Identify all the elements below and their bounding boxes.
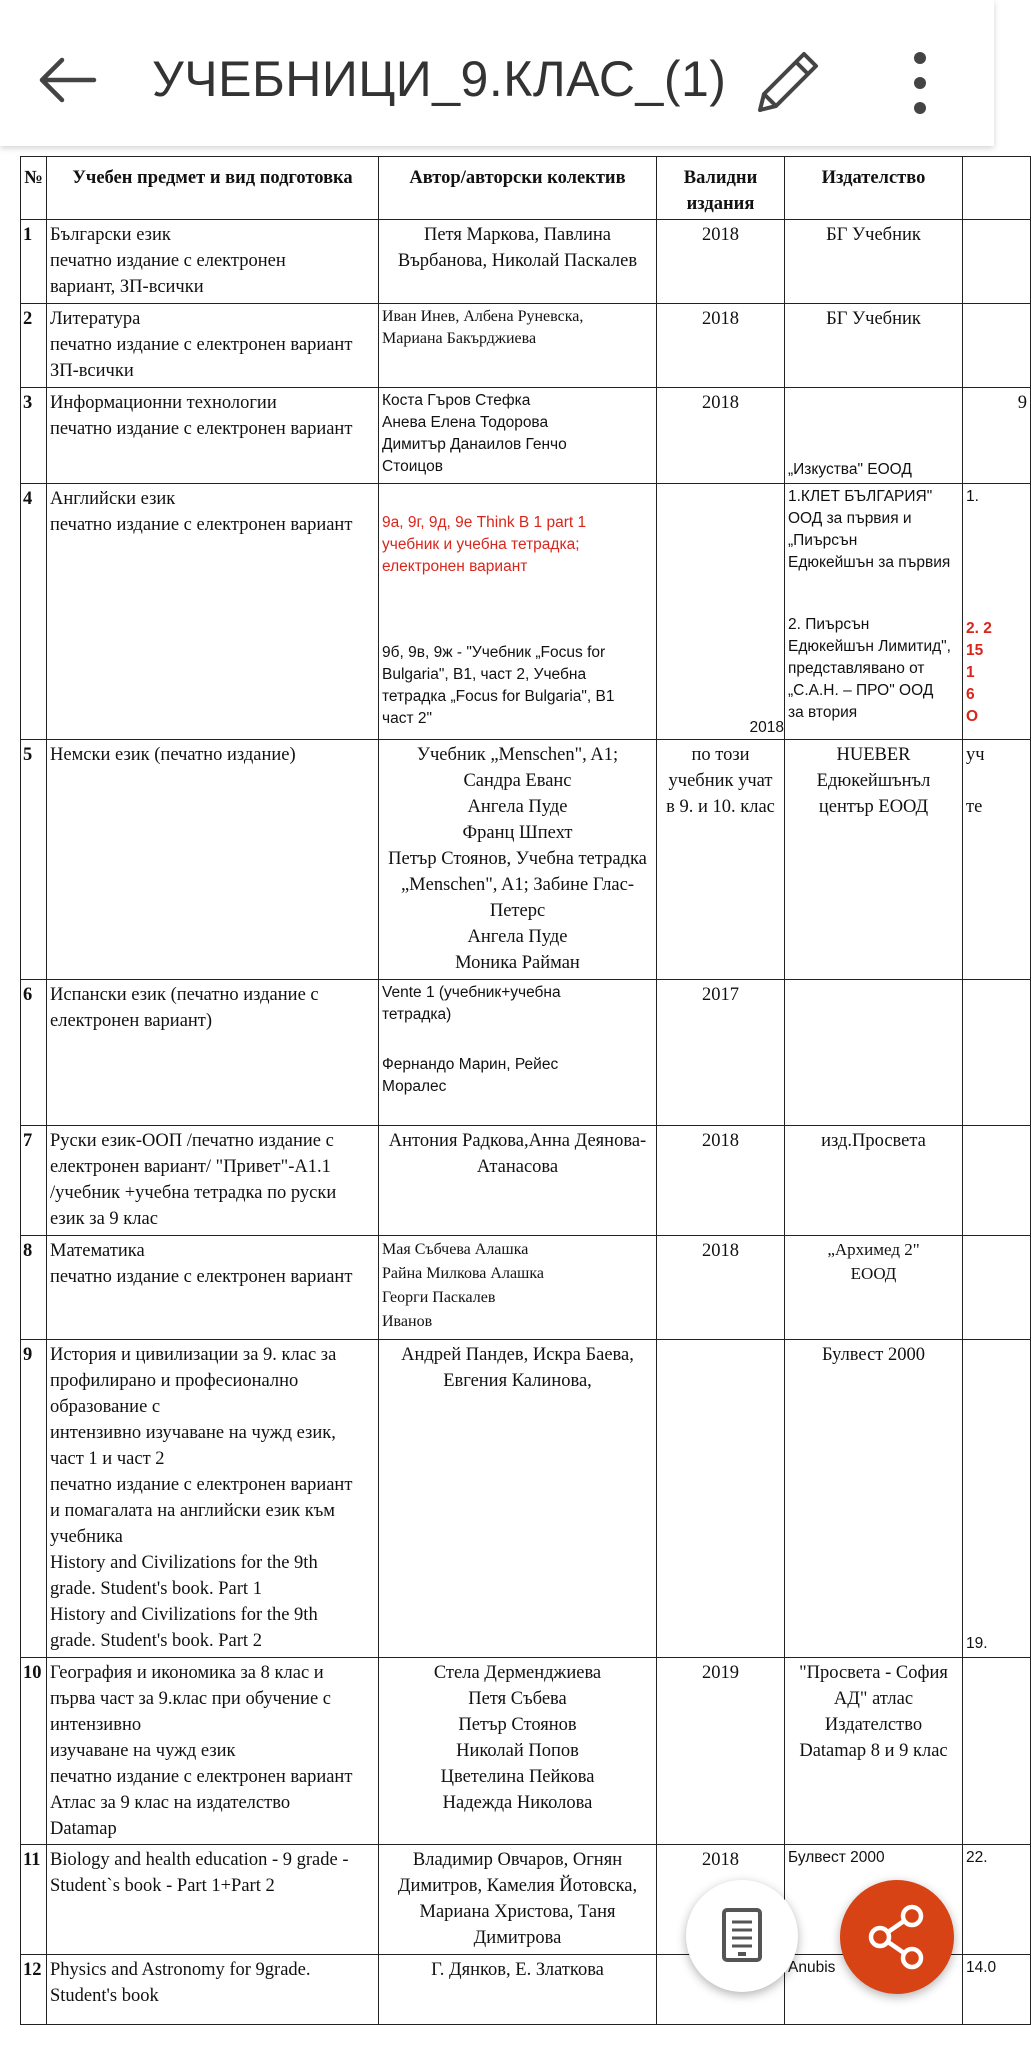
year-cell: 2018 [657,220,785,304]
header-number: № [21,157,47,220]
year-cell: 2018 [657,1845,785,1955]
authors-cell: Андрей Пандев, Искра Баева, Евгения Калинова, [379,1340,657,1658]
arrow-left-icon[interactable] [36,48,100,112]
row-number: 6 [21,980,47,1126]
pencil-icon[interactable] [752,46,824,118]
publisher-cell: 1.КЛЕТ БЪЛГАРИЯ" ООД за първия и „Пиърсън Едюкейшън за първия 2. Пиърсън Едюкейшън Лимитид", представлявано от „С.А.Н. – ПРО" ООД за втория [785,484,963,740]
subject-cell: География и икономика за 8 клас и първа част за 9.клас при обучение с интензивно изучаване на чужд език печатно издание с електронен вариант Атлас за 9 клас на издателство Datamap [47,1658,379,1845]
row-number: 11 [21,1845,47,1955]
authors-cell: Антония Радкова,Анна Деянова- Атанасова [379,1126,657,1236]
table-row [21,1236,1031,1340]
share-button[interactable] [840,1880,954,1994]
table-row [21,1340,1031,1658]
row-number: 7 [21,1126,47,1236]
subject-cell: Испански език (печатно издание с електронен вариант) [47,980,379,1126]
header-authors: Автор/авторски колектив [379,157,657,220]
authors-cell: Коста Гъров Стефка Анева Елена Тодорова Димитър Данаилов Генчо Стоицов [379,388,657,484]
row-number: 8 [21,1236,47,1340]
extra-cell: 19. [963,1340,1031,1658]
extra-cell [963,1658,1031,1845]
table-row [21,980,1031,1126]
subject-cell: Български език печатно издание с електронен вариант, ЗП-всички [47,220,379,304]
row-number: 2 [21,304,47,388]
more-vertical-icon[interactable] [900,48,940,118]
subject-cell: Biology and health education - 9 grade - Student`s book - Part 1+Part 2 [47,1845,379,1955]
table-row [21,740,1031,980]
publisher-cell: "Просвета - София АД" атлас Издателство Datamap 8 и 9 клас [785,1658,963,1845]
subject-cell: Литература печатно издание с електронен вариант ЗП-всички [47,304,379,388]
year-cell: 2017 [657,980,785,1126]
publisher-cell: изд.Просвета [785,1126,963,1236]
publisher-cell: БГ Учебник [785,304,963,388]
textbook-table [20,156,1031,2025]
year-cell: 2018 [657,484,785,740]
publisher-cell [785,980,963,1126]
table-row [21,304,1031,388]
table-header-row [21,157,1031,220]
document-page[interactable] [0,146,1027,2048]
row-number: 1 [21,220,47,304]
header-subject: Учебен предмет и вид подготовка [47,157,379,220]
table-row [21,1126,1031,1236]
year-cell: 2019 [657,1658,785,1845]
document-icon [686,1880,798,1992]
extra-cell [963,220,1031,304]
row-number: 3 [21,388,47,484]
share-icon [840,1880,954,1994]
extra-cell [963,304,1031,388]
table-row [21,484,1031,740]
year-cell: 2018 [657,388,785,484]
extra-cell [963,1126,1031,1236]
row-number: 10 [21,1658,47,1845]
extra-cell: 14.0 [963,1955,1031,2025]
extra-cell [963,980,1031,1126]
publisher-cell: „Изкуства" ЕООД [785,388,963,484]
row-number: 4 [21,484,47,740]
publisher-cell: „Архимед 2" ЕООД [785,1236,963,1340]
row-number: 5 [21,740,47,980]
extra-cell [963,1236,1031,1340]
authors-cell: Иван Инев, Албена Руневска, Мариана Бакърджиева [379,304,657,388]
header-valid-editions: Валидни издания [657,157,785,220]
year-cell: 2018 [657,304,785,388]
extra-cell: 9 [963,388,1031,484]
publisher-cell: Anubis [785,1955,963,2025]
row-number: 12 [21,1955,47,2025]
authors-cell: 9а, 9г, 9д, 9е Think B 1 part 1 учебник и учебна тетрадка; електронен вариант 9б, 9в, 9ж - "Учебник „Focus for Bulgaria", B1, част 2, Учебна тетрадка „Focus for Bulgaria", B1 част 2" [379,484,657,740]
row-number: 9 [21,1340,47,1658]
authors-cell: Учебник „Menschen", A1; Сандра Еванс Ангела Пуде Франц Шпехт Петър Стоянов, Учебна тетрадка „Menschen", A1; Забине Глас- Петерс Ангела Пуде Моника Райман [379,740,657,980]
table-row [21,388,1031,484]
authors-cell: Владимир Овчаров, Огнян Димитров, Камелия Йотовска, Мариана Христова, Таня Димитрова [379,1845,657,1955]
year-cell: 2018 [657,1126,785,1236]
subject-cell: Немски език (печатно издание) [47,740,379,980]
authors-cell: Петя Маркова, Павлина Върбанова, Николай Паскалев [379,220,657,304]
authors-cell: Мая Събчева Алашка Райна Милкова Алашка Георги Паскалев Иванов [379,1236,657,1340]
year-cell: 2018 [657,1236,785,1340]
table-row [21,1658,1031,1845]
authors-cell: Г. Дянков, Е. Златкова [379,1955,657,2025]
page-view-button[interactable] [686,1880,798,1992]
app-bar [0,0,994,146]
year-cell [657,1340,785,1658]
year-cell: по този учебник учат в 9. и 10. клас [657,740,785,980]
subject-cell: Математика печатно издание с електронен вариант [47,1236,379,1340]
subject-cell: Английски език печатно издание с електронен вариант [47,484,379,740]
subject-cell: Информационни технологии печатно издание с електронен вариант [47,388,379,484]
document-title: УЧЕБНИЦИ_9.КЛАС_(1) [152,51,727,107]
publisher-cell: Булвест 2000 [785,1340,963,1658]
subject-cell: Руски език-ООП /печатно издание с електронен вариант/ "Привет"-А1.1 /учебник +учебна тетрадка по руски език за 9 клас [47,1126,379,1236]
subject-cell: Physics and Astronomy for 9grade. Student's book [47,1955,379,2025]
publisher-cell: БГ Учебник [785,220,963,304]
publisher-cell: HUEBER Едюкейшънъл център ЕООД [785,740,963,980]
extra-cell: 22. [963,1845,1031,1955]
extra-cell: уч те [963,740,1031,980]
authors-cell: Стела Дерменджиева Петя Събева Петър Стоянов Николай Попов Цветелина Пейкова Надежда Николова [379,1658,657,1845]
subject-cell: История и цивилизации за 9. клас за профилирано и професионално образование с интензивно изучаване на чужд език, част 1 и част 2 печатно издание с електронен вариант и помагалата на английски език към учебника History and Civilizations for the 9th grade. Student's book. Part 1 History and Civilizations for the 9th grade. Student's book. Part 2 [47,1340,379,1658]
publisher-cell: Булвест 2000 [785,1845,963,1955]
header-publisher: Издателство [785,157,963,220]
authors-cell: Vente 1 (учебник+учебна тетрадка) Фернандо Марин, Рейес Моралес [379,980,657,1126]
extra-cell: 1. 2. 2 15 1 6 О [963,484,1031,740]
table-row [21,220,1031,304]
header-extra [963,157,1031,220]
